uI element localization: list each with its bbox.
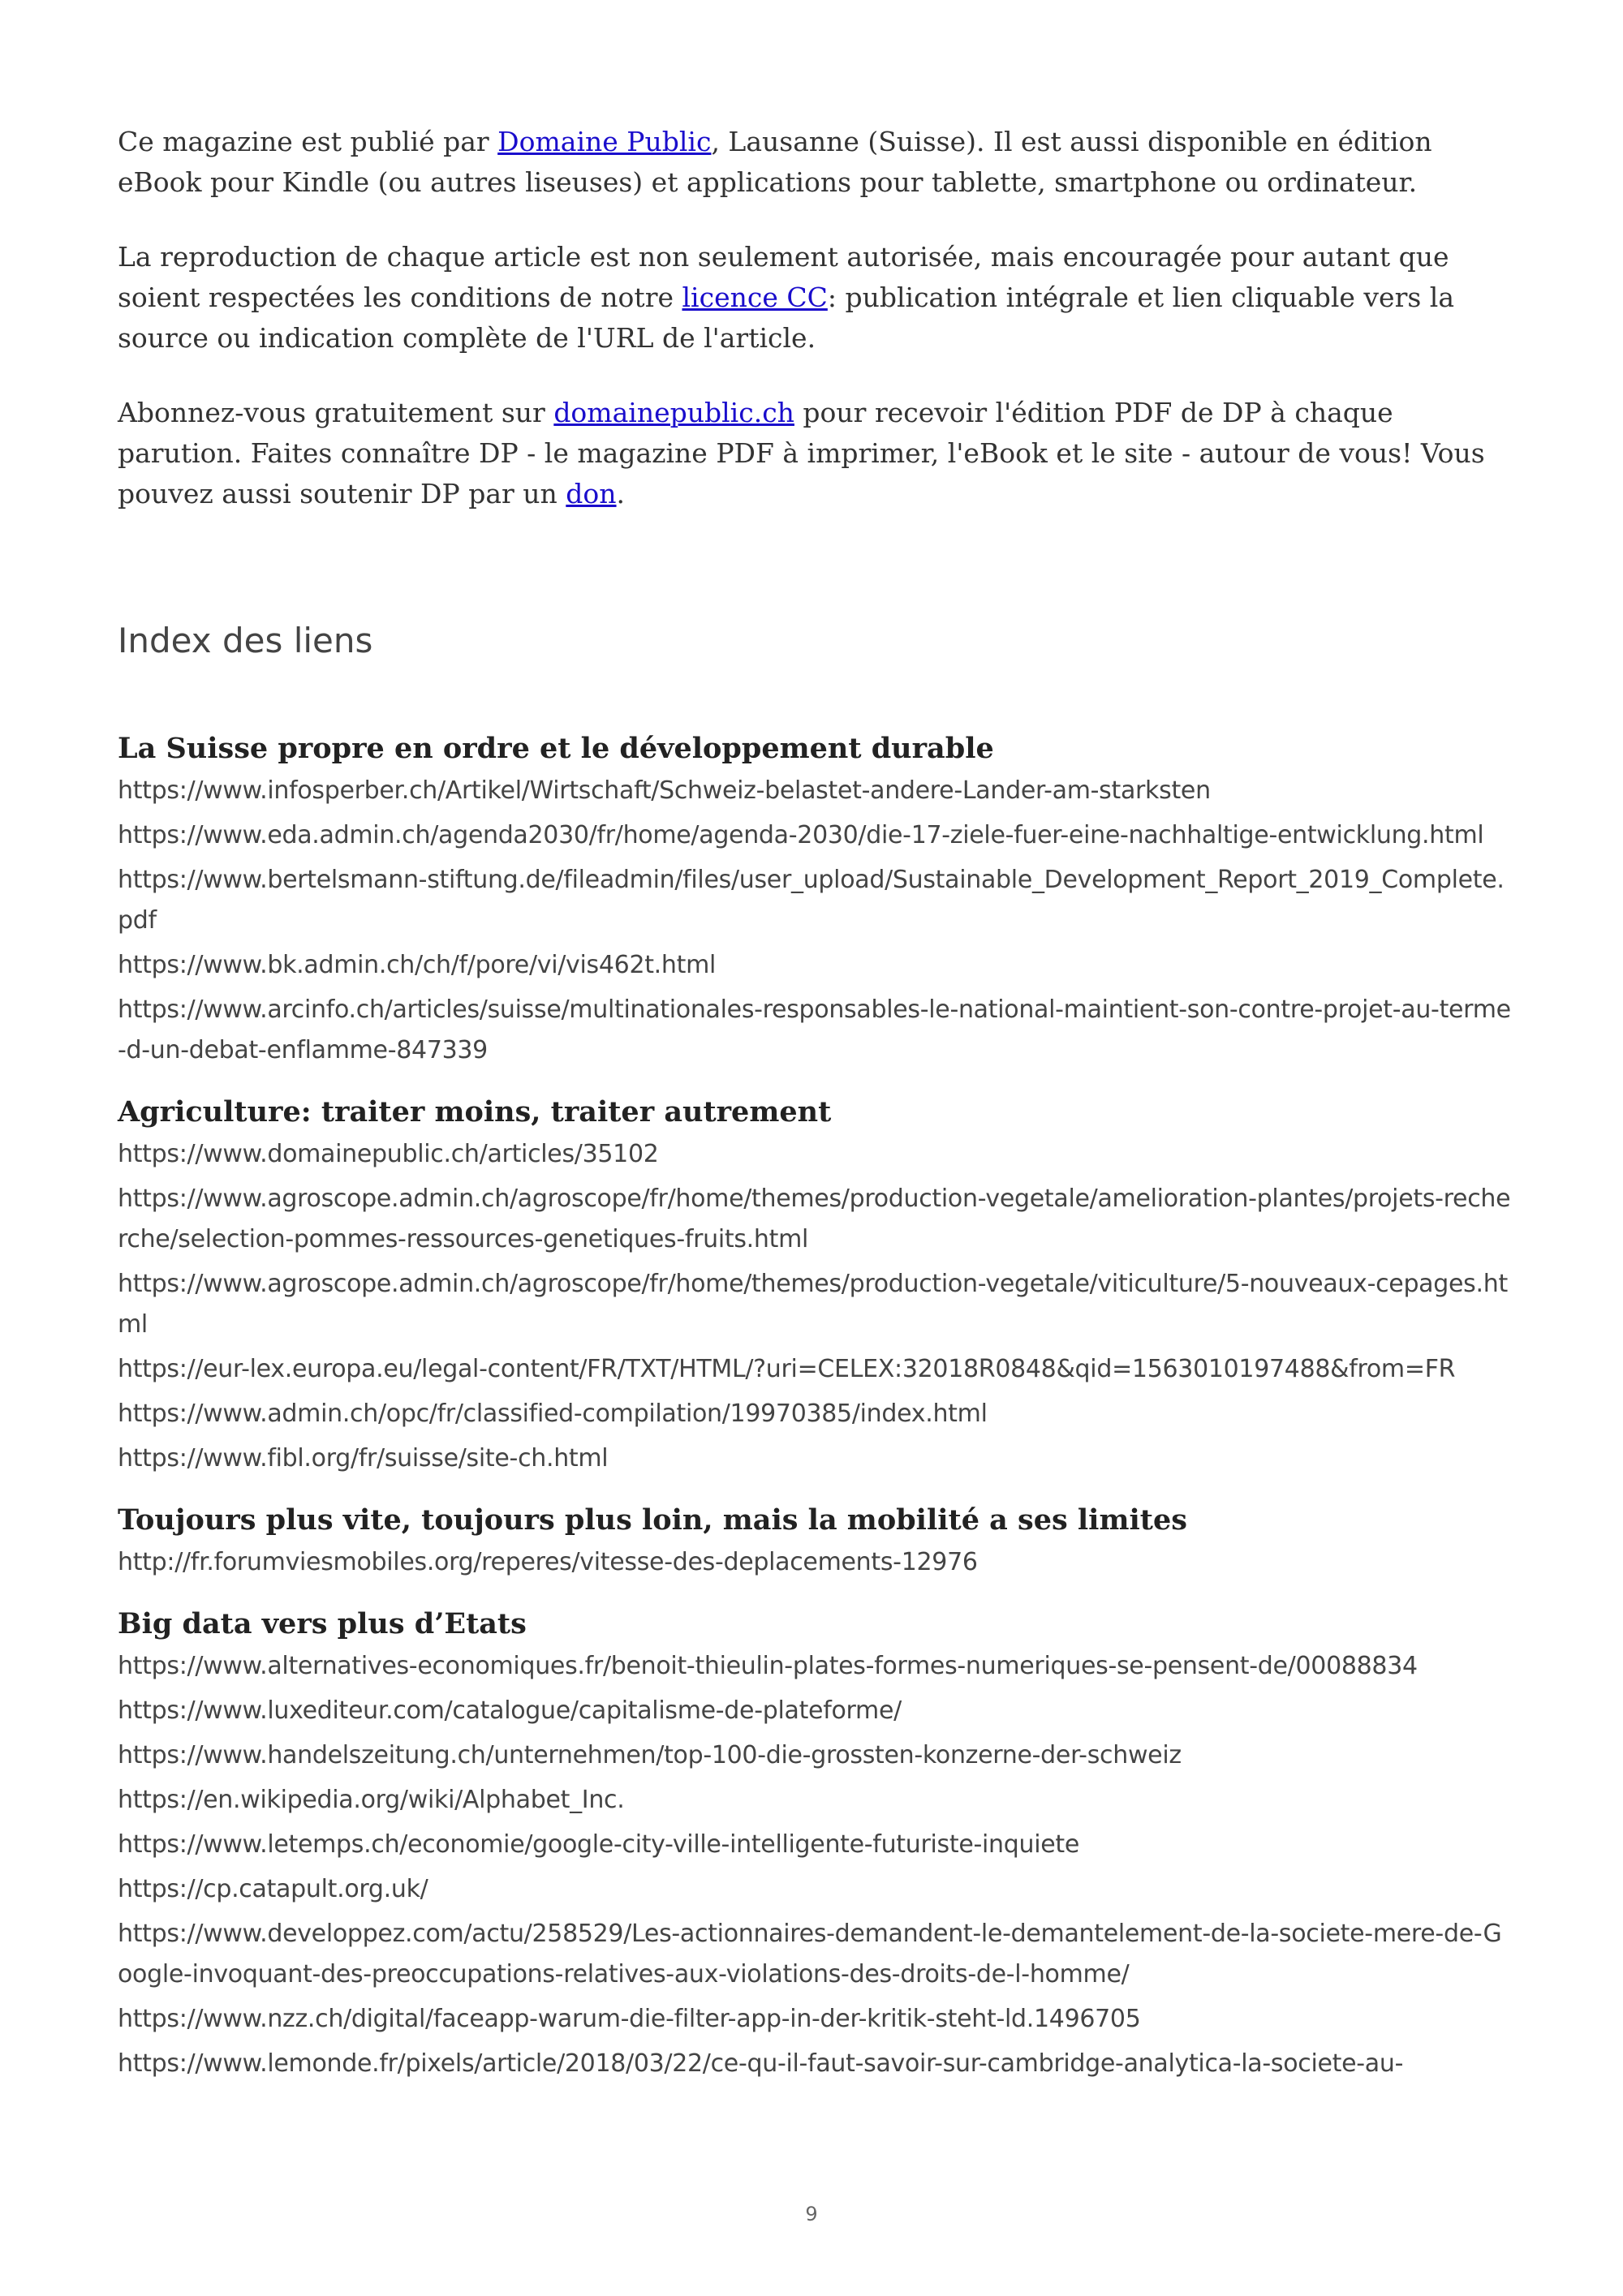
domainepublic-link[interactable]: domainepublic.ch xyxy=(553,397,794,428)
link-section xyxy=(118,727,1513,1071)
intro-paragraph-publisher xyxy=(118,122,1513,203)
intro-paragraph-subscribe xyxy=(118,393,1513,514)
section-title: La Suisse propre en ordre et le développement durable xyxy=(118,732,994,765)
index-link[interactable]: https://www.bertelsmann-stiftung.de/fileadmin/files/user_upload/Sustainable_Development_Report_2019_Complete.pdf xyxy=(118,866,1505,935)
index-link[interactable]: https://www.letemps.ch/economie/google-city-ville-intelligente-futuriste-inquiete xyxy=(118,1830,1080,1859)
index-link[interactable]: https://www.agroscope.admin.ch/agroscope/fr/home/themes/production-vegetale/amelioration-plantes/projets-recherche/selection-pommes-ressources-genetiques-fruits.html xyxy=(118,1185,1511,1253)
section-title: Agriculture: traiter moins, traiter autrement xyxy=(118,1095,832,1129)
index-link[interactable]: https://www.nzz.ch/digital/faceapp-warum-die-filter-app-in-der-kritik-steht-ld.1496705 xyxy=(118,2005,1141,2033)
intro-text: , Lausanne (Suisse). Il est aussi disponible en édition eBook pour Kindle (ou autres liseuses) et applications pour tablette, smartphone ou ordinateur. xyxy=(118,126,1432,198)
intro-text: Abonnez-vous gratuitement sur xyxy=(118,397,554,428)
link-section xyxy=(118,1498,1513,1583)
domaine-public-link[interactable]: Domaine Public xyxy=(497,126,712,157)
index-link[interactable]: https://www.fibl.org/fr/suisse/site-ch.html xyxy=(118,1444,609,1473)
index-link[interactable]: https://www.bk.admin.ch/ch/f/pore/vi/vis462t.html xyxy=(118,951,717,979)
don-link[interactable]: don xyxy=(566,478,617,510)
index-link[interactable]: https://www.agroscope.admin.ch/agroscope/fr/home/themes/production-vegetale/viticulture/5-nouveaux-cepages.html xyxy=(118,1270,1508,1339)
index-link[interactable]: https://www.lemonde.fr/pixels/article/2018/03/22/ce-qu-il-faut-savoir-sur-cambridge-analytica-la-societe-au- xyxy=(118,2049,1404,2078)
intro-text: Ce magazine est publié par xyxy=(118,126,498,157)
section-title: Big data vers plus d’Etats xyxy=(118,1607,527,1640)
intro-text: : publication intégrale et lien cliquable vers la source ou indication complète de l'URL de l'article. xyxy=(118,282,1455,354)
index-link[interactable]: https://www.eda.admin.ch/agenda2030/fr/home/agenda-2030/die-17-ziele-fuer-eine-nachhaltige-entwicklung.html xyxy=(118,821,1484,849)
page-number: 9 xyxy=(805,2203,818,2225)
index-link[interactable]: https://cp.catapult.org.uk/ xyxy=(118,1875,428,1903)
intro-text: La reproduction de chaque article est non seulement autorisée, mais encouragée pour autant que soient respectées les conditions de notre xyxy=(118,241,1449,313)
intro-text: . xyxy=(616,478,626,510)
index-link[interactable]: https://en.wikipedia.org/wiki/Alphabet_Inc. xyxy=(118,1786,625,1814)
link-index xyxy=(118,727,1513,2084)
index-link[interactable]: https://www.domainepublic.ch/articles/35102 xyxy=(118,1140,659,1168)
intro-paragraph-license xyxy=(118,237,1513,359)
index-link[interactable]: https://www.arcinfo.ch/articles/suisse/multinationales-responsables-le-national-maintient-son-contre-projet-au-terme-d-un-debat-enflamme-847339 xyxy=(118,995,1511,1064)
index-link[interactable]: https://www.developpez.com/actu/258529/Les-actionnaires-demandent-le-demantelement-de-la-societe-mere-de-Google-invoquant-des-preoccupations-relatives-aux-violations-des-droits-de-l-homme/ xyxy=(118,1920,1502,1989)
link-section xyxy=(118,1090,1513,1479)
index-link[interactable]: https://www.alternatives-economiques.fr/benoit-thieulin-plates-formes-numeriques-se-pensent-de/00088834 xyxy=(118,1652,1418,1680)
section-title: Toujours plus vite, toujours plus loin, mais la mobilité a ses limites xyxy=(118,1503,1187,1537)
index-link[interactable]: https://eur-lex.europa.eu/legal-content/FR/TXT/HTML/?uri=CELEX:32018R0848&qid=1563010197488&from=FR xyxy=(118,1355,1456,1383)
index-link[interactable]: https://www.infosperber.ch/Artikel/Wirtschaft/Schweiz-belastet-andere-Lander-am-starksten xyxy=(118,776,1211,805)
link-section xyxy=(118,1602,1513,2084)
page-content xyxy=(118,122,1513,2104)
index-link[interactable]: http://fr.forumviesmobiles.org/reperes/vitesse-des-deplacements-12976 xyxy=(118,1548,978,1576)
index-link[interactable]: https://www.admin.ch/opc/fr/classified-compilation/19970385/index.html xyxy=(118,1400,988,1428)
index-title: Index des liens xyxy=(118,621,373,660)
index-link[interactable]: https://www.luxediteur.com/catalogue/capitalisme-de-plateforme/ xyxy=(118,1696,902,1725)
intro-text: pour recevoir l'édition PDF de DP à chaque parution. Faites connaître DP - le magazine PDF à imprimer, l'eBook et le site - autour de vous! Vous pouvez aussi soutenir DP par un xyxy=(118,397,1485,510)
index-link[interactable]: https://www.handelszeitung.ch/unternehmen/top-100-die-grossten-konzerne-der-schweiz xyxy=(118,1741,1182,1769)
licence-cc-link[interactable]: licence CC xyxy=(682,282,828,313)
